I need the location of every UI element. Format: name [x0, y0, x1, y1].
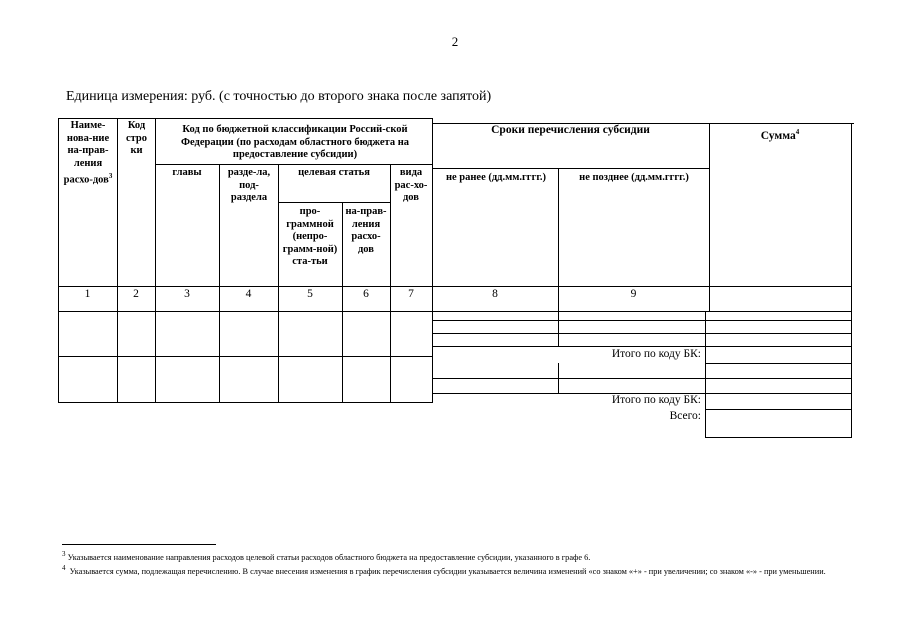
col-divider-7	[432, 118, 433, 403]
column-number-5: 5	[307, 288, 313, 300]
header-programmnoy-stati: про-граммной (непро-грамм-ной) ста-тьи	[282, 206, 338, 267]
header-glavy: главы	[172, 167, 202, 178]
unit-of-measure-line: Единица измерения: руб. (с точностью до второго знака после запятой)	[66, 89, 492, 104]
col-divider-5	[342, 202, 343, 403]
footnote-ref-3: 3	[108, 172, 113, 180]
header-vida-rashodov: вида рас-хо-дов	[394, 167, 428, 203]
table-border-left	[58, 118, 59, 403]
footnote-3-text: Указывается наименование направления расходов целевой статьи расходов областного бюджета на предоставление субсидии, указанного в графе 6.	[67, 552, 591, 562]
header-ne-ranee: не ранее (дд.мм.гггг.)	[445, 172, 547, 183]
row-line	[432, 378, 851, 379]
footnote-4-mark: 4	[62, 564, 66, 572]
table-bottom-right	[705, 437, 851, 438]
footnote-3	[62, 549, 852, 563]
table-body-bottom-left	[58, 402, 432, 403]
row-line	[432, 320, 851, 321]
col-divider-4	[278, 164, 279, 403]
header-summa-text: Сумма	[760, 129, 796, 142]
group-line	[58, 356, 432, 357]
header-bottom-line	[58, 286, 851, 287]
column-numbers-bottom-line	[58, 311, 851, 312]
column-number-3: 3	[184, 288, 190, 300]
row-line	[432, 346, 851, 347]
column-number-1: 1	[84, 288, 91, 300]
row-line	[705, 409, 851, 410]
column-number-7: 7	[408, 288, 414, 300]
col-divider-3	[219, 164, 220, 403]
page-number: 2	[451, 34, 459, 49]
footnote-ref-4: 4	[795, 128, 800, 136]
header-bk-group: Код по бюджетной классификации Россий-ской Федерации (по расходам областного бюджета на предоставление субсидии)	[180, 124, 409, 160]
header-kod-stroki: Код стро ки	[125, 120, 148, 156]
col-divider-9b	[705, 311, 706, 438]
footnote-3-mark: 3	[62, 550, 66, 558]
col-divider-6	[390, 164, 391, 403]
footnote-4	[62, 563, 852, 577]
footnote-4-text: Указывается сумма, подлежащая перечислению. В случае внесения изменения в график перечисления субсидии указывается величина изменений «со знаком «+» - при увеличении; со знаком «-» - при уменьшении.	[69, 566, 826, 576]
column-number-9: 9	[630, 288, 637, 300]
header-celevaya-statya: целевая статья	[298, 167, 370, 178]
table-border-top-left	[58, 118, 433, 119]
header-razdel: разде-ла, под-раздела	[227, 167, 271, 203]
sroki-bottom-line	[432, 168, 709, 169]
col-divider-2	[155, 118, 156, 403]
header-napravleniya-rashodov: на-прав-ления расхо-дов	[345, 206, 387, 255]
table-border-right	[851, 123, 852, 438]
footnote-separator	[62, 544, 216, 545]
column-number-4: 4	[245, 288, 252, 300]
col-divider-9	[709, 123, 710, 311]
header-sroki: Сроки перечисления субсидии	[491, 124, 650, 136]
col-divider-8b	[558, 363, 559, 393]
col-divider-1	[117, 118, 118, 403]
header-ne-pozdnee: не позднее (дд.мм.гггг.)	[579, 172, 689, 183]
row-line	[432, 333, 851, 334]
header-naimenovanie	[60, 120, 116, 187]
column-number-8: 8	[492, 288, 498, 300]
grand-total-label: Всего:	[669, 410, 701, 422]
total-by-bk-label-1: Итого по коду БК:	[611, 348, 701, 360]
total-by-bk-label-2: Итого по коду БК:	[611, 394, 701, 406]
col-divider-8	[558, 168, 559, 346]
header-summa	[711, 126, 849, 142]
celevaya-bottom-line	[278, 202, 390, 203]
bk-group-bottom-line	[155, 164, 433, 165]
column-number-2: 2	[133, 288, 139, 300]
header-naimenovanie-text: Наиме-нова-ние на-прав-ления расхо-дов	[63, 120, 110, 186]
column-number-6: 6	[363, 288, 369, 300]
row-line	[705, 363, 851, 364]
